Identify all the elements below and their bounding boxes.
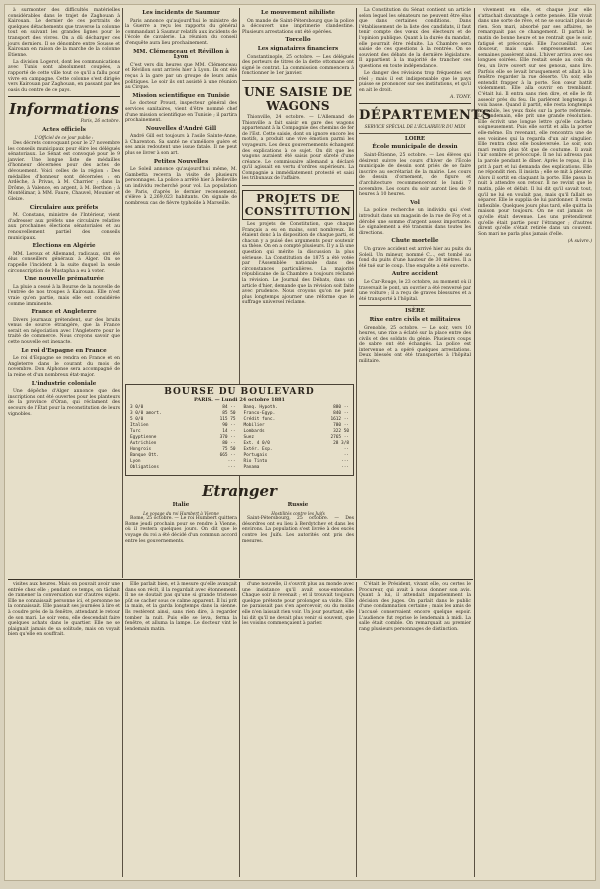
- feuilleton-column-3: [242, 582, 354, 877]
- bourse-security-value: 14 ··: [222, 429, 236, 434]
- column-3: [242, 8, 354, 380]
- headline: Mission scientifique en Tunisie: [132, 92, 230, 99]
- article-text: C'était le Président, vivant elle, ou certes le Procureur, qui avait à nous donner son avis. Quant à lui, il attendait impatiemment la décision des juges. On parlait dans le public d'une condamnation certaine ; mais les amis de l'accusé conservaient encore quelque espoir. L'audience fut reprise le lendemain à midi. La salle était comble. On remarquait au premier rang plusieurs personnages de distinction.: [359, 582, 471, 632]
- bourse-security-name: Suez: [243, 435, 255, 440]
- bourse-title: BOURSE DU BOULEVARD: [164, 387, 315, 397]
- column-rule: [474, 8, 475, 877]
- article-text: Le danger des révisions trop fréquentes est réel ; mais il est indispensable que le pays puisse se prononcer sur ses institutions, et qu'il en ait le droit.: [359, 70, 471, 93]
- feuilleton-divider: [8, 579, 473, 580]
- dateline: Paris, 26 octobre.: [80, 119, 120, 125]
- column-rule: [122, 582, 123, 877]
- column-rule: [239, 582, 240, 877]
- bourse-table: [125, 384, 354, 476]
- headline-loire: LOIRE: [404, 135, 426, 142]
- headline: Elections en Algérie: [32, 243, 96, 250]
- bourse-security-name: Rio Tinto: [243, 459, 268, 464]
- article-text: à surmonter des difficultés matérielles considérables dans le trajet de Zaghouan à Kairouan. Le dernier de ces portraits de quelques détachements que traverse la colonne tout en suivant les grandes lignes pour le transport des vivres. On a dû décharger ces jours derniers. Il se dénombre entre Sousse et Kairouan en raison de la marche de la colonne Etienne.: [8, 8, 120, 58]
- etranger-columns: [125, 500, 354, 580]
- bourse-security-value: 880 ··: [333, 405, 349, 410]
- bourse-security-name: Obligations: [130, 465, 160, 470]
- headline: Le mouvement nihiliste: [261, 10, 335, 16]
- divider: [359, 103, 471, 104]
- bourse-right-column: [244, 405, 350, 471]
- headline-projets-constitution: PROJETS DE CONSTITUTION: [242, 190, 354, 220]
- headline: MM. Clémenceau et Révillon à Lyon: [133, 48, 229, 61]
- headline: Les signataires financiers: [257, 45, 339, 52]
- headline: Vol: [410, 199, 420, 206]
- bourse-security-value: 80 ··: [222, 441, 236, 446]
- divider: [8, 96, 120, 97]
- headline: Le roi d'Espagne en France: [21, 347, 107, 354]
- bourse-security-value: 84 ··: [222, 405, 236, 410]
- feuilleton-column-1: [8, 582, 120, 877]
- article-text: Un grave accident est arrivé hier au puits du Soleil. Un mineur, nommé C..., est tombé au fond du puits d'une hauteur de 30 mètres. Il a été tué sur le coup. Une enquête a été ouverte.: [359, 246, 471, 269]
- bourse-security-value: 85 50: [222, 411, 236, 416]
- bourse-security-value: ··: [343, 453, 349, 458]
- bourse-security-name: 3 0/0: [130, 405, 144, 410]
- column-4: [359, 8, 492, 578]
- article-text: Grenoble, 25 octobre. — Le soir, vers 10 heures, une rixe a éclaté sur la place entre des civils et des soldats du génie. Plusieurs coups de sabre ont été échangés. La police est intervenue et a opéré quelques arrestations. Deux blessés ont été transportés à l'hôpital militaire.: [359, 325, 471, 365]
- article-text: Rome, 25 octobre. — Le roi Humbert quittera Rome jeudi prochain pour se rendre à Vienne, où il restera quelques jours. On dit que le voyage du roi a été décidé d'un commun accord entre les gouvernements.: [125, 516, 237, 544]
- bourse-left-column: [130, 405, 236, 471]
- headline-isere: ISÈRE: [405, 308, 425, 315]
- headline: Nouvelles d'André Gill: [145, 125, 217, 132]
- bourse-row: [244, 465, 350, 471]
- bourse-security-value: 2765 ··: [330, 435, 349, 440]
- article-text: La police recherche un individu qui s'est introduit dans un magasin de la rue de Foy et a dérobé une somme d'argent assez importante. Le signalement a été transmis dans toutes les directions.: [359, 208, 471, 236]
- bourse-security-value: ···: [227, 459, 236, 464]
- article-text: Constantinople, 25 octobre. — Les délégués des porteurs de titres de la dette ottomane ont signé le contrat. La commission commencera à fonctionner le 1er janvier.: [242, 54, 354, 77]
- headline: Circulaire aux préfets: [29, 204, 99, 211]
- article-text: Une dépêche d'Alger annonce que des inscriptions ont été ouvertes pour les planteurs de la province d'Oran, qui réclament des secours de l'État pour la reconstitution de leurs vignobles.: [8, 389, 120, 417]
- article-text: Elle parlait bien, et à mesure qu'elle avançait dans son récit, il la regardait avec étonnement. Il ne se doutait pas qu'une si grande tristesse pût se cacher sous ce calme apparent. Il lui prit la main, et la garda longtemps dans la sienne. Ils restèrent ainsi, sans rien dire, à regarder tomber la nuit. Puis elle se leva, ferma la fenêtre, et alluma la lampe. Le docteur vint le lendemain matin.: [125, 582, 237, 632]
- headline: Autre accident: [391, 271, 439, 278]
- bourse-security-name: 5 0/0: [130, 417, 144, 422]
- bourse-security-value: ···: [341, 459, 349, 464]
- article-text: La pluie a cessé à la Bourse de la nouvelle de l'entrée de nos troupes à Kairouan. Elle n'est vraie qu'en partie, mais elle est considérée comme imminente.: [8, 284, 120, 307]
- article-text: On mande de Saint-Pétersbourg que la police a découvert une imprimerie clandestine. Plusieurs arrestations ont été opérées.: [242, 18, 354, 35]
- bourse-security-name: Hongrois: [130, 447, 152, 452]
- feuilleton-column-4: [359, 582, 471, 877]
- column-rule: [122, 8, 123, 578]
- article-text: Paris annonce qu'aujourd'hui le ministre de la Guerre a reçu les rapports du général commandant à Saumur relatifs aux incidents de l'école de cavalerie. La réunion du conseil d'enquête aura lieu prochainement.: [125, 18, 237, 46]
- bourse-security-value: ···: [227, 465, 236, 470]
- headline: Chute mortelle: [391, 238, 439, 245]
- bourse-security-value: 370 ··: [219, 435, 236, 440]
- column-5-feuilleton: [478, 8, 592, 877]
- bourse-security-value: 90 ··: [222, 423, 236, 428]
- etranger-italie: [125, 500, 237, 580]
- etranger-russie: [242, 500, 354, 580]
- feuilleton-column-2: [125, 582, 237, 877]
- bourse-security-value: ···: [341, 465, 349, 470]
- bourse-security-name: Turc: [130, 429, 141, 434]
- bourse-security-value: 1612 ··: [330, 417, 349, 422]
- headline: Rixe entre civils et militaires: [369, 316, 461, 323]
- column-rule: [356, 582, 357, 877]
- bourse-row: [130, 465, 236, 471]
- bourse-security-name: Autrichien: [130, 441, 157, 446]
- section-subtitle: SERVICE SPÉCIAL DE L'ÉCLAIREUR DU MIDI: [364, 124, 466, 130]
- divider: [242, 185, 354, 186]
- article-text: Des décrets convoquant pour le 27 novembre les conseils municipaux pour élire les délégués sénatoriaux. Le Sénat est convoqué pour le 9 janvier. Une longue liste de médailles d'honneur décernées pour des actes de dévouement. Voici celles de la région : Des médailles d'honneur sont décernées : en Ardèche, à Privas, à M. Charrier ; dans la Drôme, à Valence, en argent, à M. Berthon ; à Montélimar, à MM. Faure, Chauvel, Mounier et Gleize.: [8, 141, 120, 203]
- headline: Italie: [172, 502, 190, 508]
- headline: Les incidents de Saumur: [142, 10, 220, 16]
- article-text: La Constitution du Sénat contient un article selon lequel les sénateurs ne peuvent être élus que dans certaines conditions. Dans l'établissement de la liste des candidats, il faut tenir compte des vœux des électeurs et de l'opinion publique. Quant à la durée du mandat, elle pourrait être réduite. La Chambre sera saisie de ces questions à la rentrée. On se souvient des débats de la dernière législature. Il appartient à la majorité de trancher ces questions en toute indépendance.: [359, 8, 471, 69]
- article-text: Le docteur Proust, inspecteur général des services sanitaires, vient d'être nommé chef d'une mission scientifique en Tunisie ; il partira prochainement.: [125, 101, 237, 124]
- article-text: Le Soleil annonce qu'aujourd'hui même, M. Gambetta recevra la visite de plusieurs personnages. La police a arrêté hier à Belleville un individu recherché pour vol. La population de Paris, d'après le dernier recensement, s'élève à 2,269,023 habitants. On signale de nombreux cas de fièvre typhoïde à Marseille.: [125, 167, 237, 206]
- headline: L'industrie coloniale: [31, 380, 97, 387]
- headline: Torcello: [285, 37, 311, 44]
- subheadline: Hostilités contre les Juifs: [271, 510, 325, 516]
- column-2: [125, 8, 237, 380]
- bourse-security-name: Lombards: [243, 429, 265, 434]
- bourse-security-name: Panama: [243, 465, 260, 470]
- article-text: visites aux heures. Mais on pouvait avoir une entrée chez elle ; pendant ce temps, on tâchait de ramener la conversation sur d'autres sujets. Elle ne connaissait personne ici, et personne ne la connaissait. Elle passait ses journées à lire et à coudre près de la fenêtre, attendant le retour de son mari. Le soir venu, elle descendait faire quelques achats dans le quartier. Elle ne se plaignait jamais de sa solitude, mais on voyait bien qu'elle en souffrait.: [8, 582, 120, 638]
- section-title-informations: Informations: [9, 100, 119, 119]
- bourse-security-value: 322 50: [333, 429, 349, 434]
- article-text: Thionville, 24 octobre. — L'Allemand de Thionville a fait saisir en gare des wagons appartenant à la Compagnie des chemins de fer de l'Est. Cette saisie, dont on ignore encore les motifs, a produit une vive émotion parmi les voyageurs. Les deux gouvernements échangent des explications à ce sujet. On dit que les wagons auraient été saisis pour sûreté d'une créance. Le commissaire allemand a déclaré qu'il agissait en vertu d'ordres supérieurs. La Compagnie a immédiatement protesté et saisi les tribunaux de l'affaire.: [242, 114, 354, 182]
- headline: Russie: [287, 502, 309, 508]
- bourse-security-name: Italien: [130, 423, 149, 428]
- article-text: vivement en elle, et chaque jour elle s'attachait davantage à cette pensée. Elle vivait dans une sorte de rêve, et ne se souciait plus de rien. Son mari, absorbé par ses affaires, ne remarquait pas ce changement. Il partait le matin de bonne heure et ne rentrait que le soir, fatigué et préoccupé. Elle l'accueillait avec douceur, mais sans empressement. Les semaines passèrent ainsi. L'hiver arriva avec ses longues soirées. Elle restait seule au coin du feu, un livre ouvert sur ses genoux, sans lire. Parfois elle se levait brusquement et allait à la fenêtre regarder la rue déserte. Un soir, elle entendit frapper à la porte. Son cœur battit violemment. Elle alla ouvrir en tremblant. C'était lui. Il entra sans rien dire, et elle le fit asseoir près du feu. Ils parlèrent longtemps à voix basse. Quand il partit, elle resta longtemps immobile, les yeux fixés sur la porte refermée. Le lendemain, elle prit une grande résolution. Elle écrivit une longue lettre qu'elle cacheta soigneusement. Puis elle sortit et alla la porter elle-même. En revenant, elle rencontra une de ses voisines qui la regarda d'un air singulier. Elle rentra chez elle bouleversée. Le soir, son mari rentra plus tôt que de coutume. Il avait l'air sombre et préoccupé. Il ne lui adressa pas la parole pendant le dîner. Après le repas, il la prit à part et lui demanda des explications. Elle ne répondit rien. Il insista ; elle se mit à pleurer. Alors il sortit en claquant la porte. Elle passa la nuit à attendre son retour. Il ne revint que le matin, pâle et défait. Il lui dit qu'il savait tout, qu'il ne lui en voulait pas, mais qu'il fallait se séparer. Elle le supplia de lui pardonner. Il resta inflexible. Quelques jours plus tard, elle quitta la maison pour toujours. On ne sut jamais ce qu'elle était devenue. Les uns prétendirent qu'elle était partie pour l'étranger ; d'autres dirent qu'elle s'était retirée dans un couvent. Son mari ne parla plus jamais d'elle.: [478, 8, 592, 237]
- bourse-security-value: 75 50: [222, 447, 236, 452]
- headline: Une nouvelle prématurée: [24, 276, 104, 283]
- headline: Actes officiels: [42, 126, 86, 133]
- bourse-security-name: Egyptienne: [130, 435, 157, 440]
- article-text: Saint-Pétersbourg, 25 octobre. — Des désordres ont eu lieu à Berdytchev et dans les environs. La population s'est livrée à des excès contre les Juifs. Les autorités ont pris des mesures.: [242, 516, 354, 544]
- bourse-security-name: Franco-Egyp.: [243, 411, 276, 416]
- bourse-security-name: 3 0/0 amort.: [130, 411, 162, 416]
- subheadline: Le voyage du roi Humbert à Vienne: [143, 510, 219, 516]
- bourse-security-name: Banque Ott.: [130, 453, 160, 458]
- signature: (A suivre.): [567, 238, 592, 244]
- bourse-security-name: Ext. 4 0/0: [243, 441, 270, 446]
- newspaper-page: [4, 4, 596, 881]
- section-title-departements: DÉPARTEMENTS: [359, 108, 492, 124]
- headline: Petites Nouvelles: [153, 158, 209, 165]
- article-text: La division Logerot, dont les communications avec Tunis sont absolument coupées, a rapporté de cette ville tout ce qu'il a fallu pour vivre en campagne. Cette colonne s'est dirigée vers Kairouan par Zaghouan, en passant par les oasis du centre de ce pays.: [8, 59, 120, 93]
- headline: France et Angleterre: [31, 309, 97, 316]
- headline-saisie-wagons: UNE SAISIE DE WAGONS: [243, 84, 353, 113]
- article-text: Saint-Étienne, 25 octobre. — Les élèves qui désirent suivre les cours d'hiver de l'École municipale de dessin sont priés de se faire inscrire au secrétariat de la mairie. Les cours de dessin d'ornement, de figure et d'architecture recommenceront le lundi 7 novembre. Les cours du soir auront lieu de 8 heures à 10 heures.: [359, 153, 471, 198]
- bourse-security-name: Banq. Hypoth.: [243, 405, 278, 410]
- bourse-security-value: 840 ··: [333, 411, 349, 416]
- divider: [242, 80, 354, 81]
- bourse-security-name: Lyon: [130, 459, 141, 464]
- divider: [359, 305, 471, 306]
- article-text: André Gill est toujours à l'asile Sainte-Anne, à Charenton. Sa santé ne s'améliore guère et ses amis redoutent une issue fatale. Il ne peut plus se livrer à son art.: [125, 134, 237, 157]
- section-title-etranger: Etranger: [202, 482, 277, 500]
- article-text: M. Constans, ministre de l'Intérieur, vient d'adresser aux préfets une circulaire relative aux prochaines élections sénatoriales et au renouvellement partiel des conseils municipaux.: [8, 213, 120, 241]
- article-text: MM. Leroux et Allemand, radicaux, ont été élus conseillers généraux à Alger. On se rappelle l'incident à la suite duquel la seule circonscription de Mustapha a eu à voter.: [8, 251, 120, 274]
- bourse-security-name: Portugais: [243, 453, 268, 458]
- bourse-security-value: 780 ··: [333, 423, 349, 428]
- article-text: Divers journaux prétendent, sur des bruits venus de source étrangère, que la France serait en négociation avec l'Angleterre pour le traité de commerce. Nous croyons savoir que cette nouvelle est inexacte.: [8, 317, 120, 346]
- column-rule: [356, 8, 357, 578]
- bourse-security-value: 28 3/8: [333, 441, 349, 446]
- signature: A. TONY.: [450, 94, 471, 100]
- subheadline: L'Officiel de ce jour publie :: [34, 135, 94, 141]
- bourse-security-name: Crédit fonc.: [243, 417, 276, 422]
- headline: École municipale de dessin: [372, 144, 458, 151]
- divider: [359, 133, 471, 134]
- article-text: C'est vers dix heures que MM. Clémenceau et Révillon sont arrivés hier à Lyon. Ils ont été reçus à la gare par un groupe de leurs amis politiques. Le soir ils ont assisté à une réunion au Cirque.: [125, 62, 237, 91]
- bourse-security-name: Extér. Esp.: [243, 447, 273, 452]
- column-1: [8, 8, 120, 578]
- article-text: Les projets de Constitution, que chaque Français a eu en mains, sont nombreux. Ils étaient donc à la disposition de chaque parti, et chacun y a puisé des arguments pour soutenir sa thèse. On en a compté plusieurs. Il y a là une question qui mérite la discussion la plus sérieuse. La Constitution de 1875 a été votée par l'Assemblée nationale dans des circonstances particulières. La majorité républicaine de la Chambre a toujours réclamé la révision. Le Journal des Débats, dans un article d'hier, demande que la révision soit faite avec prudence. Nous croyons qu'on ne peut plus longtemps ajourner une réforme que le suffrage universel réclame.: [242, 222, 354, 306]
- bourse-security-value: ··: [343, 447, 349, 452]
- article-text: Le Car-Rouge, le 23 octobre, au moment où il traversait le pont, un ouvrier a été renversé par une voiture ; il a reçu de graves blessures et a été transporté à l'hôpital.: [359, 279, 471, 302]
- bourse-security-value: 115 75: [219, 417, 236, 422]
- bourse-date: PARIS. — Lundi 24 octobre 1881: [193, 397, 286, 403]
- article-text: d'une nouvelle, il s'ouvrit plus au monde avec une insistance qu'il avait sous-entendue. Chaque soir il revenait ; et il trouvait toujours quelque prétexte pour prolonger sa visite. Elle ne paraissait pas s'en apercevoir, ou du moins elle n'en laissait rien voir. Un jour pourtant, elle lui dit qu'il ne devait plus venir si souvent, que les voisins commençaient à parler.: [242, 582, 354, 627]
- bourse-security-value: 665 ··: [219, 453, 236, 458]
- article-text: Le roi d'Espagne se rendra en France et en Angleterre dans le courant du mois de novembre. Don Alphonse sera accompagné de la reine et d'un nombreux état-major.: [8, 356, 120, 379]
- bourse-security-name: Mobilier: [243, 423, 265, 428]
